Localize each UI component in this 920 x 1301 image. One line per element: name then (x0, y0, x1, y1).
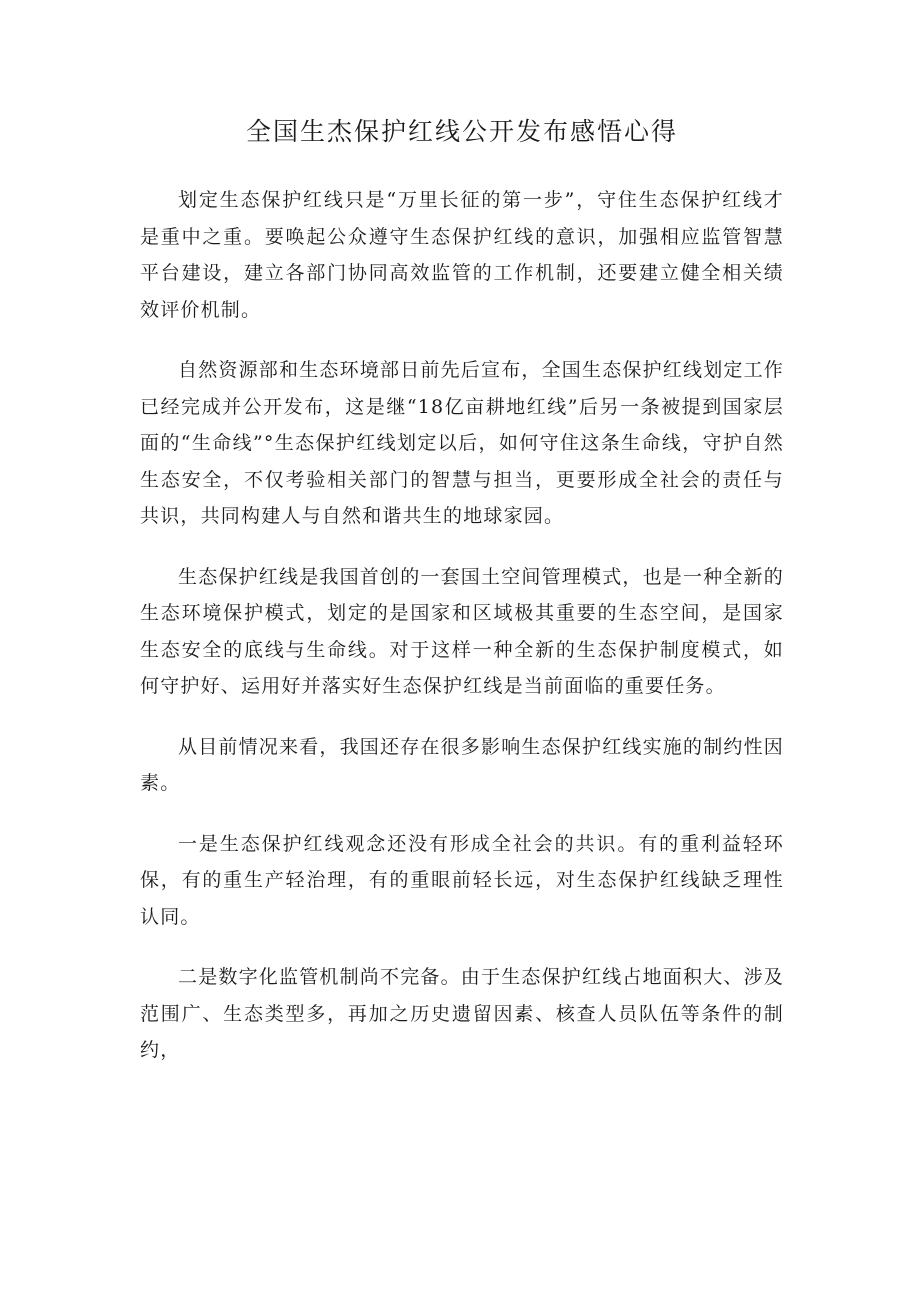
paragraph-1: 划定生态保护红线只是“万里长征的第一步”，守住生态保护红线才是重中之重。要唤起公众遵守生态保护红线的意识，加强相应监管智慧平台建设，建立各部门协同高效监管的工作机制，还要建立健全相关绩效评价机制。 (140, 189, 784, 321)
paragraph-4: 从目前情况来看，我国还存在很多影响生态保护红线实施的制约性因素。 (140, 735, 785, 794)
document-page (140, 108, 784, 1093)
paragraph-5: 一是生态保护红线观念还没有形成全社会的共识。有的重利益轻环保，有的重生产轻治理，有的重眼前轻长远，对生态保护红线缺乏理性认同。 (140, 832, 784, 928)
paragraph-3: 生态保护红线是我国首创的一套国土空间管理模式，也是一种全新的生态环境保护模式，划定的是国家和区域极其重要的生态空间，是国家生态安全的底线与生命线。对于这样一种全新的生态保护制度模式，如何守护好、运用好并落实好生态保护红线是当前面临的重要任务。 (140, 565, 785, 697)
document-title: 全国生杰保护红线公开发布感悟心得 (245, 117, 678, 146)
paragraph-2: 自然资源部和生态环境部日前先后宣布，全国生态保护红线划定工作已经完成并公开发布，这是继“18亿亩耕地红线”后另一条被提到国家层面的“生命线”°生态保护红线划定以后，如何守住这条生命线，守护自然生态安全，不仅考验相关部门的智慧与担当，更要形成全社会的责任与共识，共同构建人与自然和谐共生的地球家园。 (140, 359, 785, 527)
paragraph-6: 二是数字化监管机制尚不完备。由于生态保护红线占地面积大、涉及范围广、生态类型多，再加之历史遗留因素、核查人员队伍等条件的制约， (140, 966, 785, 1061)
